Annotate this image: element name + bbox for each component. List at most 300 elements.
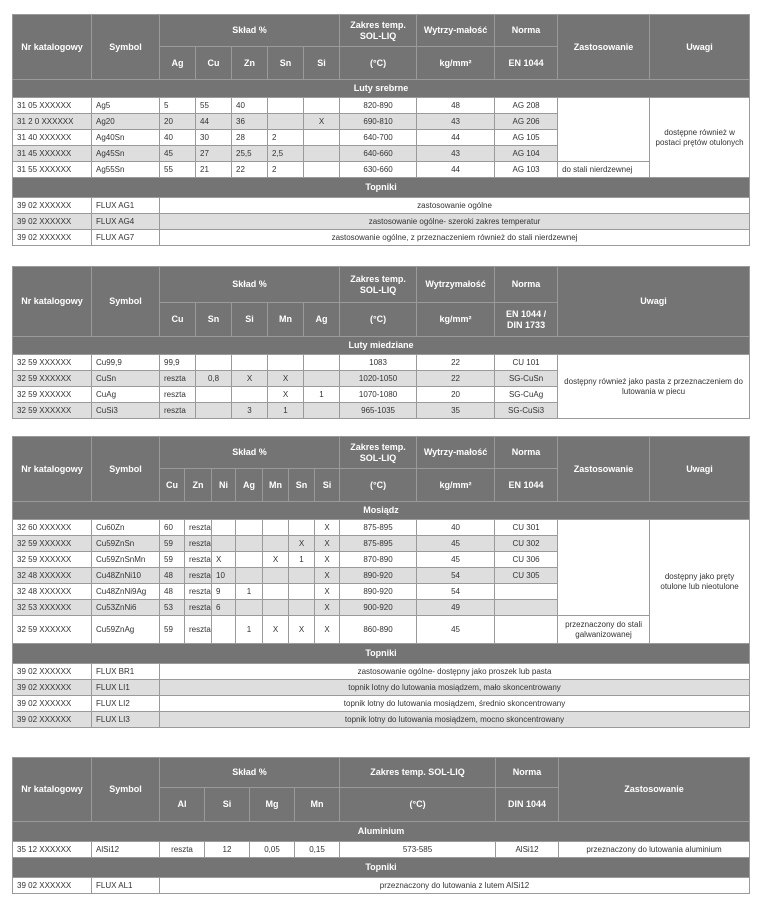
header-sklad: Skład %	[160, 15, 340, 47]
cell-zn: 22	[232, 162, 268, 178]
cell-norma	[495, 616, 558, 644]
cell-nr: 32 59 XXXXXX	[13, 552, 92, 568]
cell-norma: CU 305	[495, 568, 558, 584]
cell-zastosowanie: do stali nierdzewnej	[558, 162, 650, 178]
cell-desc: zastosowanie ogólne, z przeznaczeniem również do stali nierdzewnej	[160, 230, 750, 246]
section-topniki: Topniki	[13, 858, 750, 878]
header-nr: Nr katalogowy	[13, 267, 92, 337]
cell-si	[304, 162, 340, 178]
cell-si	[232, 355, 268, 371]
cell-norma: CU 306	[495, 552, 558, 568]
header-unit-temp: (°C)	[340, 47, 417, 80]
cell-nr: 32 59 XXXXXX	[13, 355, 92, 371]
header-ag: Ag	[304, 303, 340, 337]
header-uwagi: Uwagi	[558, 267, 750, 337]
cell-ag: 20	[160, 114, 196, 130]
table-row	[13, 198, 750, 214]
cell-temp: 640-660	[340, 146, 417, 162]
cell-zn: 40	[232, 98, 268, 114]
cell-desc: topnik lotny do lutowania mosiądzem, mocno skoncentrowany	[160, 712, 750, 728]
table-row	[13, 214, 750, 230]
cell-symbol: Ag40Sn	[92, 130, 160, 146]
table-row	[13, 230, 750, 246]
cell-nr: 31 40 XXXXXX	[13, 130, 92, 146]
cell-nr: 32 59 XXXXXX	[13, 371, 92, 387]
cell-ag	[236, 520, 263, 536]
header-mn: Mn	[268, 303, 304, 337]
header-symbol: Symbol	[92, 758, 160, 822]
cell-ni	[212, 616, 236, 644]
cell-ag	[236, 568, 263, 584]
cell-uwagi: dostępny jako pręty otulone lub nieotulone	[650, 520, 750, 644]
cell-temp: 875-895	[340, 536, 417, 552]
cell-symbol: FLUX LI2	[92, 696, 160, 712]
header-mg: Mg	[250, 788, 295, 822]
cell-wytrz: 49	[417, 600, 495, 616]
cell-symbol: Cu59ZnSn	[92, 536, 160, 552]
header-sn: Sn	[268, 47, 304, 80]
cell-wytrz: 43	[417, 114, 495, 130]
cell-mn: X	[263, 616, 289, 644]
cell-si: 3	[232, 403, 268, 419]
cell-desc: przeznaczony do lutowania z lutem AlSi12	[160, 878, 750, 894]
header-ag: Ag	[236, 469, 263, 502]
cell-uwagi: dostępny również jako pasta z przeznaczeniem do lutowania w piecu	[558, 355, 750, 419]
cell-wytrz: 43	[417, 146, 495, 162]
header-symbol: Symbol	[92, 267, 160, 337]
cell-temp: 690-810	[340, 114, 417, 130]
cell-si: X	[315, 584, 340, 600]
cell-ni: 6	[212, 600, 236, 616]
header-zastosowanie: Zastosowanie	[558, 15, 650, 80]
cell-nr: 39 02 XXXXXX	[13, 664, 92, 680]
header-unit-norma: EN 1044	[495, 469, 558, 502]
cell-si: X	[315, 568, 340, 584]
header-norma: Norma	[496, 758, 559, 788]
cell-norma: AG 208	[495, 98, 558, 114]
cell-sn	[289, 520, 315, 536]
cell-ag	[236, 536, 263, 552]
cell-norma: CU 101	[495, 355, 558, 371]
cell-zastosowanie: przeznaczony do stali galwanizowanej	[558, 616, 650, 644]
table-row	[13, 98, 750, 114]
cell-ag	[304, 355, 340, 371]
header-al: Al	[160, 788, 205, 822]
cell-nr: 32 59 XXXXXX	[13, 387, 92, 403]
cell-sn: 2	[268, 130, 304, 146]
cell-norma: SG-CuAg	[495, 387, 558, 403]
cell-zn: reszta	[185, 568, 212, 584]
cell-nr: 31 2 0 XXXXXX	[13, 114, 92, 130]
cell-symbol: FLUX AL1	[92, 878, 160, 894]
header-nr: Nr katalogowy	[13, 758, 92, 822]
header-wytrz: Wytrzymałość	[417, 267, 495, 303]
cell-ag: 1	[304, 387, 340, 403]
cell-si	[304, 130, 340, 146]
cell-ag	[304, 371, 340, 387]
cell-nr: 39 02 XXXXXX	[13, 712, 92, 728]
cell-zn: reszta	[185, 536, 212, 552]
cell-mn: 0,15	[295, 842, 340, 858]
cell-si	[304, 98, 340, 114]
cell-si: X	[315, 520, 340, 536]
header-si: Si	[232, 303, 268, 337]
header-si: Si	[315, 469, 340, 502]
cell-nr: 32 59 XXXXXX	[13, 536, 92, 552]
cell-ni: X	[212, 552, 236, 568]
section-title: Luty miedziane	[13, 337, 750, 355]
cell-cu: 99,9	[160, 355, 196, 371]
cell-nr: 32 48 XXXXXX	[13, 584, 92, 600]
header-mn: Mn	[295, 788, 340, 822]
cell-symbol: Cu59ZnAg	[92, 616, 160, 644]
cell-ag	[236, 552, 263, 568]
header-wytrz: Wytrzy-małość	[417, 15, 495, 47]
cell-symbol: FLUX AG4	[92, 214, 160, 230]
header-ni: Ni	[212, 469, 236, 502]
header-unit-norma: EN 1044	[495, 47, 558, 80]
cell-wytrz: 22	[417, 371, 495, 387]
cell-sn	[196, 387, 232, 403]
cell-norma: AG 103	[495, 162, 558, 178]
table-row	[13, 712, 750, 728]
cell-symbol: Cu59ZnSnMn	[92, 552, 160, 568]
cell-wytrz: 45	[417, 552, 495, 568]
cell-norma: SG-CuSi3	[495, 403, 558, 419]
cell-ni	[212, 536, 236, 552]
cell-mg: 0,05	[250, 842, 295, 858]
cell-cu: 60	[160, 520, 185, 536]
header-unit-wytrz: kg/mm²	[417, 47, 495, 80]
cell-mn: X	[268, 371, 304, 387]
cell-cu: 48	[160, 568, 185, 584]
header-zakres: Zakres temp. SOL-LIQ	[340, 267, 417, 303]
cell-cu: 59	[160, 552, 185, 568]
table-copper-solders	[12, 266, 750, 419]
cell-sn: 2	[268, 162, 304, 178]
cell-cu: 59	[160, 536, 185, 552]
header-sklad: Skład %	[160, 758, 340, 788]
table-silver-solders	[12, 14, 750, 246]
cell-nr: 35 12 XXXXXX	[13, 842, 92, 858]
cell-desc: zastosowanie ogólne- dostępny jako proszek lub pasta	[160, 664, 750, 680]
header-norma: Norma	[495, 15, 558, 47]
cell-sn	[289, 584, 315, 600]
cell-temp: 573-585	[340, 842, 496, 858]
header-wytrz: Wytrzy-małość	[417, 437, 495, 469]
cell-cu: reszta	[160, 387, 196, 403]
cell-temp: 640-700	[340, 130, 417, 146]
cell-temp: 890-920	[340, 568, 417, 584]
header-zn: Zn	[185, 469, 212, 502]
table-brass-solders	[12, 436, 750, 728]
section-topniki: Topniki	[13, 644, 750, 664]
cell-wytrz: 44	[417, 130, 495, 146]
cell-mn: 1	[268, 403, 304, 419]
cell-cu: 21	[196, 162, 232, 178]
cell-si: X	[304, 114, 340, 130]
cell-norma: AlSi12	[496, 842, 559, 858]
cell-zn: 36	[232, 114, 268, 130]
cell-symbol: FLUX LI3	[92, 712, 160, 728]
cell-sn	[268, 114, 304, 130]
header-cu: Cu	[160, 469, 185, 502]
cell-cu: reszta	[160, 403, 196, 419]
header-nr: Nr katalogowy	[13, 437, 92, 502]
cell-symbol: Ag5	[92, 98, 160, 114]
cell-nr: 39 02 XXXXXX	[13, 680, 92, 696]
cell-desc: zastosowanie ogólne	[160, 198, 750, 214]
header-uwagi: Uwagi	[650, 437, 750, 502]
cell-sn: X	[289, 616, 315, 644]
header-cu: Cu	[196, 47, 232, 80]
section-title: Mosiądz	[13, 502, 750, 520]
header-unit-wytrz: kg/mm²	[417, 303, 495, 337]
cell-norma: AG 105	[495, 130, 558, 146]
cell-wytrz: 40	[417, 520, 495, 536]
cell-nr: 32 60 XXXXXX	[13, 520, 92, 536]
cell-temp: 860-890	[340, 616, 417, 644]
cell-symbol: CuAg	[92, 387, 160, 403]
cell-symbol: Ag20	[92, 114, 160, 130]
cell-nr: 39 02 XXXXXX	[13, 878, 92, 894]
cell-sn	[268, 98, 304, 114]
cell-cu: 44	[196, 114, 232, 130]
cell-ag: 55	[160, 162, 196, 178]
cell-sn	[289, 568, 315, 584]
cell-temp: 1083	[340, 355, 417, 371]
cell-nr: 31 55 XXXXXX	[13, 162, 92, 178]
header-zakres: Zakres temp. SOL-LIQ	[340, 437, 417, 469]
cell-si: X	[315, 616, 340, 644]
cell-symbol: CuSi3	[92, 403, 160, 419]
cell-symbol: FLUX AG1	[92, 198, 160, 214]
cell-symbol: Cu53ZnNi6	[92, 600, 160, 616]
cell-mn	[263, 584, 289, 600]
cell-ag	[304, 403, 340, 419]
table-row	[13, 664, 750, 680]
cell-cu: 53	[160, 600, 185, 616]
header-unit-norma: DIN 1044	[496, 788, 559, 822]
cell-temp: 875-895	[340, 520, 417, 536]
cell-zn: 28	[232, 130, 268, 146]
cell-ag	[236, 600, 263, 616]
cell-sn: 0,8	[196, 371, 232, 387]
cell-nr: 32 59 XXXXXX	[13, 616, 92, 644]
cell-nr: 39 02 XXXXXX	[13, 214, 92, 230]
cell-zastosowanie-empty	[558, 98, 650, 162]
cell-norma: CU 302	[495, 536, 558, 552]
header-zn: Zn	[232, 47, 268, 80]
cell-symbol: Cu60Zn	[92, 520, 160, 536]
cell-norma	[495, 584, 558, 600]
cell-si: X	[315, 600, 340, 616]
header-sn: Sn	[196, 303, 232, 337]
cell-zastosowanie: przeznaczony do lutowania aluminium	[559, 842, 750, 858]
table-row	[13, 696, 750, 712]
cell-ni: 9	[212, 584, 236, 600]
cell-temp: 890-920	[340, 584, 417, 600]
cell-ag: 45	[160, 146, 196, 162]
cell-zn: reszta	[185, 552, 212, 568]
table-aluminium-solders	[12, 757, 750, 894]
cell-mn	[263, 568, 289, 584]
cell-zn: reszta	[185, 520, 212, 536]
table-row	[13, 616, 750, 644]
cell-ag: 1	[236, 616, 263, 644]
cell-wytrz: 48	[417, 98, 495, 114]
header-unit-wytrz: kg/mm²	[417, 469, 495, 502]
cell-si	[304, 146, 340, 162]
cell-norma: CU 301	[495, 520, 558, 536]
header-zastosowanie: Zastosowanie	[559, 758, 750, 822]
header-sn: Sn	[289, 469, 315, 502]
cell-symbol: Ag55Sn	[92, 162, 160, 178]
cell-wytrz: 54	[417, 568, 495, 584]
cell-symbol: FLUX BR1	[92, 664, 160, 680]
header-zakres: Zakres temp. SOL-LIQ	[340, 15, 417, 47]
header-si: Si	[304, 47, 340, 80]
cell-nr: 32 59 XXXXXX	[13, 403, 92, 419]
cell-temp: 820-890	[340, 98, 417, 114]
cell-temp: 630-660	[340, 162, 417, 178]
section-title: Aluminium	[13, 822, 750, 842]
table-row	[13, 162, 750, 178]
cell-norma: AG 104	[495, 146, 558, 162]
section-topniki: Topniki	[13, 178, 750, 198]
cell-mn	[263, 536, 289, 552]
cell-sn	[196, 355, 232, 371]
cell-wytrz: 54	[417, 584, 495, 600]
cell-norma: AG 206	[495, 114, 558, 130]
cell-ag: 5	[160, 98, 196, 114]
cell-cu: 27	[196, 146, 232, 162]
cell-wytrz: 20	[417, 387, 495, 403]
cell-si: 12	[205, 842, 250, 858]
cell-nr: 39 02 XXXXXX	[13, 230, 92, 246]
header-zakres: Zakres temp. SOL-LIQ	[340, 758, 496, 788]
cell-zn: reszta	[185, 616, 212, 644]
cell-ag: 1	[236, 584, 263, 600]
cell-ag: 40	[160, 130, 196, 146]
cell-temp: 965-1035	[340, 403, 417, 419]
header-zastosowanie: Zastosowanie	[558, 437, 650, 502]
cell-sn	[289, 600, 315, 616]
cell-mn: X	[268, 387, 304, 403]
header-symbol: Symbol	[92, 15, 160, 80]
cell-mn	[268, 355, 304, 371]
cell-symbol: Cu48ZnNi9Ag	[92, 584, 160, 600]
cell-nr: 39 02 XXXXXX	[13, 198, 92, 214]
cell-si: X	[315, 552, 340, 568]
cell-cu: 48	[160, 584, 185, 600]
header-sklad: Skład %	[160, 437, 340, 469]
cell-ni	[212, 520, 236, 536]
cell-temp: 1070-1080	[340, 387, 417, 403]
cell-symbol: FLUX LI1	[92, 680, 160, 696]
header-cu: Cu	[160, 303, 196, 337]
cell-temp: 870-890	[340, 552, 417, 568]
cell-sn	[196, 403, 232, 419]
cell-cu: 59	[160, 616, 185, 644]
cell-symbol: CuSn	[92, 371, 160, 387]
cell-norma: SG-CuSn	[495, 371, 558, 387]
cell-symbol: Cu48ZnNi10	[92, 568, 160, 584]
table-row	[13, 680, 750, 696]
table-row	[13, 520, 750, 536]
cell-desc: topnik lotny do lutowania mosiądzem, mało skoncentrowany	[160, 680, 750, 696]
cell-nr: 39 02 XXXXXX	[13, 696, 92, 712]
cell-wytrz: 45	[417, 616, 495, 644]
cell-wytrz: 45	[417, 536, 495, 552]
cell-cu: reszta	[160, 371, 196, 387]
cell-symbol: AlSi12	[92, 842, 160, 858]
cell-zn: 25,5	[232, 146, 268, 162]
cell-mn	[263, 520, 289, 536]
header-symbol: Symbol	[92, 437, 160, 502]
header-ag: Ag	[160, 47, 196, 80]
header-uwagi: Uwagi	[650, 15, 750, 80]
cell-symbol: Cu99,9	[92, 355, 160, 371]
cell-symbol: FLUX AG7	[92, 230, 160, 246]
header-nr: Nr katalogowy	[13, 15, 92, 80]
header-mn: Mn	[263, 469, 289, 502]
cell-nr: 31 05 XXXXXX	[13, 98, 92, 114]
header-sklad: Skład %	[160, 267, 340, 303]
cell-nr: 32 53 XXXXXX	[13, 600, 92, 616]
cell-symbol: Ag45Sn	[92, 146, 160, 162]
header-norma: Norma	[495, 437, 558, 469]
header-si: Si	[205, 788, 250, 822]
cell-sn: 1	[289, 552, 315, 568]
cell-temp: 1020-1050	[340, 371, 417, 387]
table-row	[13, 355, 750, 371]
cell-wytrz: 22	[417, 355, 495, 371]
section-title: Luty srebrne	[13, 80, 750, 98]
header-unit-norma: EN 1044 / DIN 1733	[495, 303, 558, 337]
header-norma: Norma	[495, 267, 558, 303]
cell-ni: 10	[212, 568, 236, 584]
cell-cu: 30	[196, 130, 232, 146]
cell-desc: zastosowanie ogólne- szeroki zakres temperatur	[160, 214, 750, 230]
table-row	[13, 842, 750, 858]
header-unit-temp: (°C)	[340, 788, 496, 822]
cell-al: reszta	[160, 842, 205, 858]
cell-mn	[263, 600, 289, 616]
table-row	[13, 878, 750, 894]
cell-sn: 2,5	[268, 146, 304, 162]
cell-nr: 32 48 XXXXXX	[13, 568, 92, 584]
cell-si	[232, 387, 268, 403]
cell-mn: X	[263, 552, 289, 568]
cell-si: X	[315, 536, 340, 552]
cell-zastosowanie-empty	[558, 520, 650, 616]
cell-cu: 55	[196, 98, 232, 114]
header-unit-temp: (°C)	[340, 303, 417, 337]
cell-zn: reszta	[185, 600, 212, 616]
cell-sn: X	[289, 536, 315, 552]
cell-uwagi: dostępne również w postaci prętów otulonych	[650, 98, 750, 178]
cell-wytrz: 44	[417, 162, 495, 178]
cell-norma	[495, 600, 558, 616]
header-unit-temp: (°C)	[340, 469, 417, 502]
cell-nr: 31 45 XXXXXX	[13, 146, 92, 162]
cell-si: X	[232, 371, 268, 387]
cell-wytrz: 35	[417, 403, 495, 419]
cell-desc: topnik lotny do lutowania mosiądzem, średnio skoncentrowany	[160, 696, 750, 712]
cell-zn: reszta	[185, 584, 212, 600]
cell-temp: 900-920	[340, 600, 417, 616]
